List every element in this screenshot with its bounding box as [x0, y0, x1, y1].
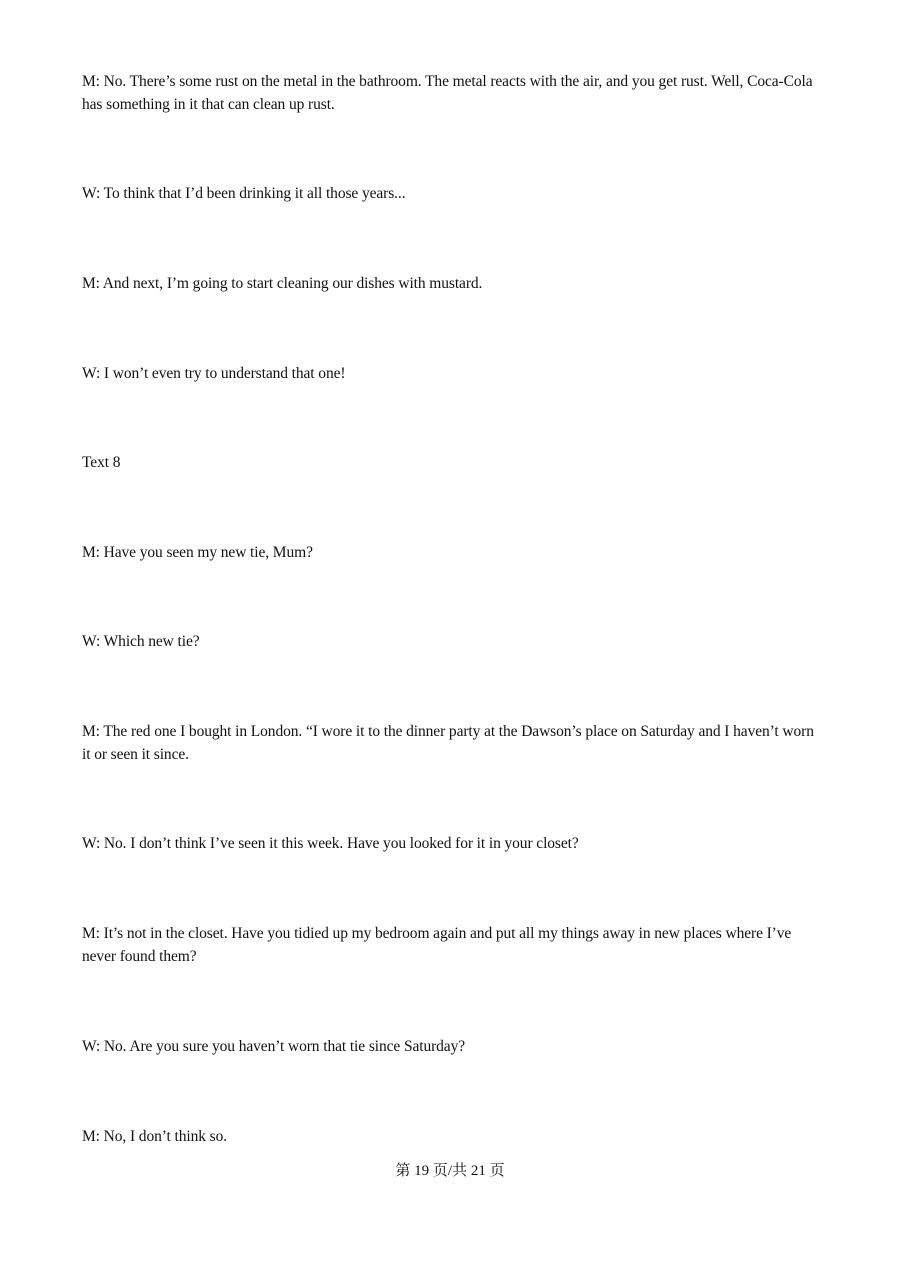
- dialogue-line-which-tie: W: Which new tie?: [82, 633, 200, 650]
- dialogue-line-mustard: M: And next, I’m going to start cleaning our dishes with mustard.: [82, 275, 483, 292]
- dialogue-line-understand: W: I won’t even try to understand that one!: [82, 365, 346, 382]
- dialogue-line-tidied-bedroom: M: It’s not in the closet. Have you tidied up my bedroom again and put all my things away in new places where I’ve never found them?: [82, 925, 792, 965]
- dialogue-line-new-tie: M: Have you seen my new tie, Mum?: [82, 544, 313, 561]
- dialogue-line-drinking: W: To think that I’d been drinking it all those years...: [82, 185, 406, 202]
- dialogue-line-dont-think-so: M: No, I don’t think so.: [82, 1128, 228, 1145]
- section-heading-text-8: Text 8: [82, 454, 121, 471]
- dialogue-line-rust: M: No. There’s some rust on the metal in the bathroom. The metal reacts with the air, and you get rust. Well, Coca-Cola has something in it that can clean up rust.: [82, 73, 813, 113]
- dialogue-line-red-tie: M: The red one I bought in London. “I wore it to the dinner party at the Dawson’s place on Saturday and I haven’t worn it or seen it since.: [82, 723, 814, 763]
- dialogue-line-closet-question: W: No. I don’t think I’ve seen it this week. Have you looked for it in your closet?: [82, 835, 579, 852]
- page-number-footer: 第 19 页/共 21 页: [395, 1163, 505, 1179]
- dialogue-line-since-saturday: W: No. Are you sure you haven’t worn that tie since Saturday?: [82, 1038, 466, 1055]
